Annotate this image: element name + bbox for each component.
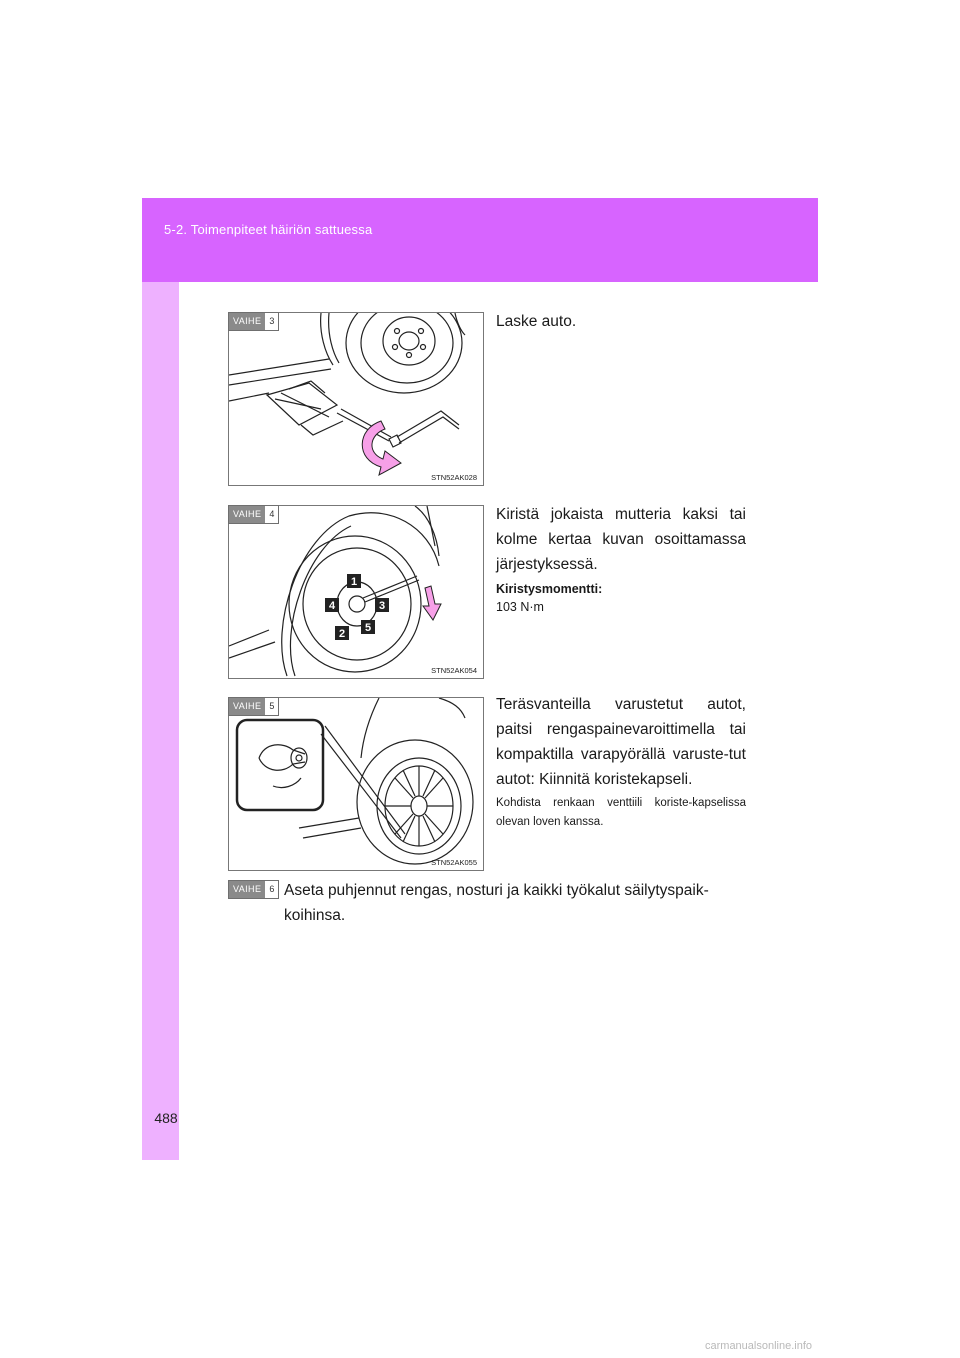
wheel-cap-illustration bbox=[229, 698, 483, 870]
section-title: 5-2. Toimenpiteet häiriön sattuessa bbox=[164, 222, 373, 237]
side-bar bbox=[142, 198, 179, 1160]
watermark: carmanualsonline.info bbox=[705, 1340, 813, 1352]
nut-label-5: 5 bbox=[364, 622, 372, 634]
figure-lower-car bbox=[228, 312, 484, 486]
torque-title: Kiristysmomentti: bbox=[496, 582, 603, 596]
jack-illustration bbox=[229, 313, 483, 485]
direction-arrow-icon bbox=[423, 586, 441, 620]
nut-label-4: 4 bbox=[328, 600, 336, 612]
figure-code: STN52AK054 bbox=[431, 666, 477, 675]
step-6-line-1: Aseta puhjennut rengas, nosturi ja kaikki työkalut säilytyspaik- bbox=[284, 882, 709, 899]
step-badge-number: 5 bbox=[265, 698, 278, 715]
step-badge-number: 3 bbox=[265, 313, 278, 330]
step-badge-label: VAIHE bbox=[229, 506, 265, 523]
nut-label-1: 1 bbox=[350, 576, 358, 588]
rotation-arrow-icon bbox=[362, 421, 401, 475]
step-badge-5 bbox=[228, 697, 279, 716]
step-3-text: Laske auto. bbox=[496, 313, 577, 330]
header-bar bbox=[142, 198, 818, 282]
torque-value: 103 N·m bbox=[496, 600, 544, 614]
figure-wheel-cap bbox=[228, 697, 484, 871]
step-6-line-2: koihinsa. bbox=[284, 907, 346, 924]
step-badge-3 bbox=[228, 312, 279, 331]
page-number: 488 bbox=[154, 1110, 178, 1126]
step-badge-number: 6 bbox=[265, 881, 278, 898]
nut-label-2: 2 bbox=[338, 628, 346, 640]
step-5-text: Teräsvanteilla varustetut autot, paitsi rengaspainevaroittimella tai kompaktilla varapyörällä varuste-tut autot: Kiinnitä koristekapseli. bbox=[496, 696, 746, 788]
step-badge-label: VAIHE bbox=[229, 881, 265, 898]
figure-code: STN52AK028 bbox=[431, 473, 477, 482]
step-6-text bbox=[284, 878, 750, 928]
step-badge-label: VAIHE bbox=[229, 698, 265, 715]
step-badge-6 bbox=[228, 880, 279, 899]
figure-tighten-nuts bbox=[228, 505, 484, 679]
step-badge-number: 4 bbox=[265, 506, 278, 523]
step-badge-label: VAIHE bbox=[229, 313, 265, 330]
nut-label-3: 3 bbox=[378, 600, 386, 612]
step-badge-4 bbox=[228, 505, 279, 524]
step-5-note: Kohdista renkaan venttiili koriste-kapselissa olevan loven kanssa. bbox=[496, 797, 746, 828]
figure-code: STN52AK055 bbox=[431, 858, 477, 867]
step-4-text: Kiristä jokaista mutteria kaksi tai kolme kertaa kuvan osoittamassa järjestyksessä. bbox=[496, 506, 746, 573]
wheel-nut-order-illustration bbox=[229, 506, 483, 678]
